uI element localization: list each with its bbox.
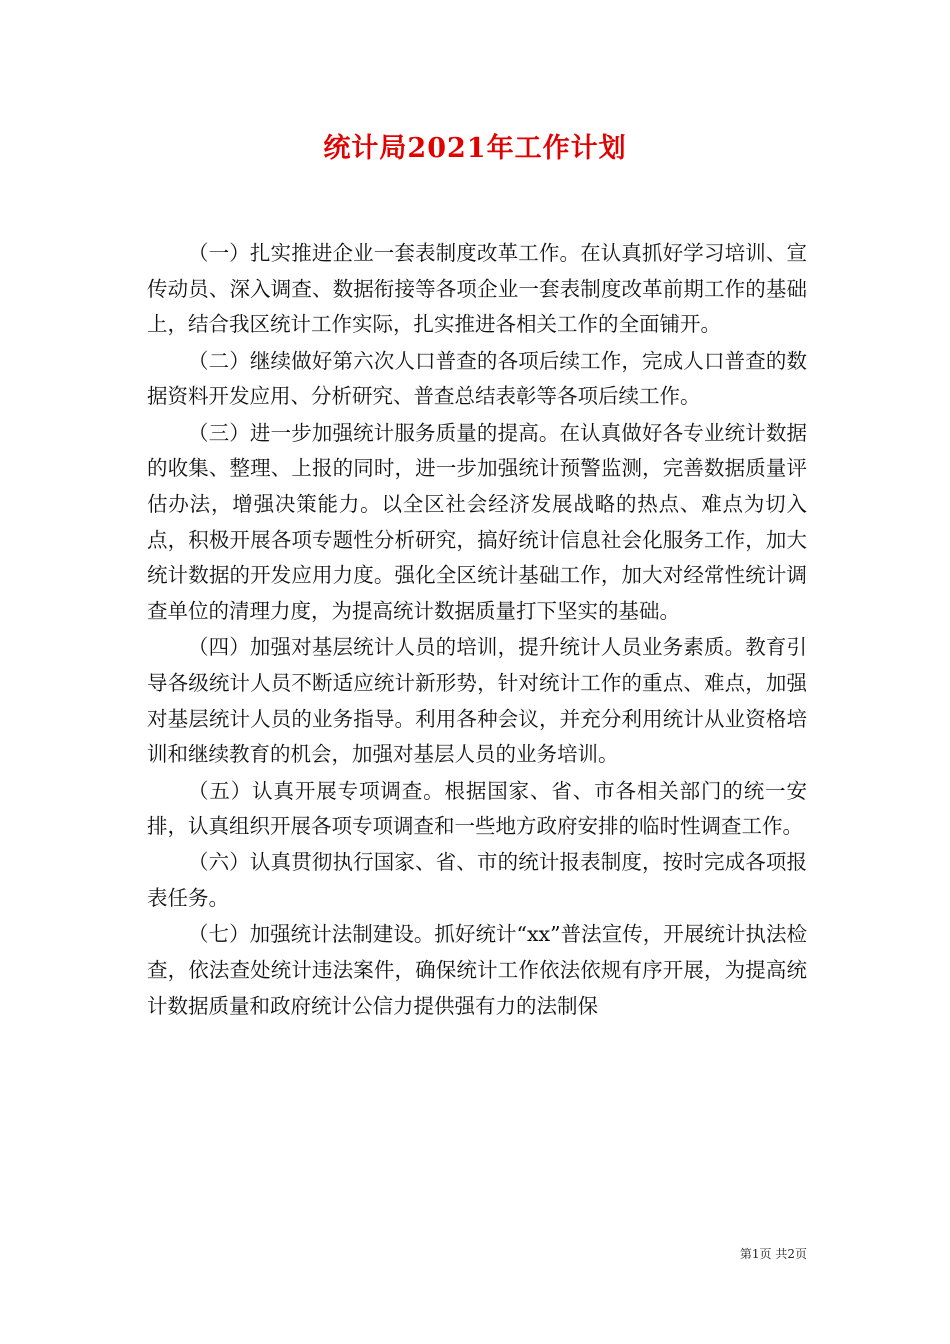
paragraph-1: （一）扎实推进企业一套表制度改革工作。在认真抓好学习培训、宣传动员、深入调查、数据衔接等各项企业一套表制度改革前期工作的基础上，结合我区统计工作实际，扎实推进各相关工作的全面铺开。: [147, 241, 807, 337]
paragraph-7: （七）加强统计法制建设。抓好统计“xx”普法宣传，开展统计执法检查，依法查处统计违法案件，确保统计工作依法依规有序开展，为提高统计数据质量和政府统计公信力提供强有力的法制保: [147, 922, 807, 1018]
page-number-footer: 第1页 共2页: [739, 1247, 807, 1261]
document-body: [147, 236, 807, 1025]
paragraph-3: （三）进一步加强统计服务质量的提高。在认真做好各专业统计数据的收集、整理、上报的同时，进一步加强统计预警监测，完善数据质量评估办法，增强决策能力。以全区社会经济发展战略的热点、难点为切入点，积极开展各项专题性分析研究，搞好统计信息社会化服务工作，加大统计数据的开发应用力度。强化全区统计基础工作，加大对经常性统计调查单位的清理力度，为提高统计数据质量打下坚实的基础。: [147, 420, 807, 624]
paragraph-6: （六）认真贯彻执行国家、省、市的统计报表制度，按时完成各项报表任务。: [147, 850, 807, 911]
paragraph-4: （四）加强对基层统计人员的培训，提升统计人员业务素质。教育引导各级统计人员不断适应统计新形势，针对统计工作的重点、难点，加强对基层统计人员的业务指导。利用各种会议，并充分利用统计从业资格培训和继续教育的机会，加强对基层人员的业务培训。: [147, 635, 807, 767]
paragraph-5: （五）认真开展专项调查。根据国家、省、市各相关部门的统一安排，认真组织开展各项专项调查和一些地方政府安排的临时性调查工作。: [147, 778, 807, 839]
document-title: 统计局2021年工作计划: [323, 133, 627, 164]
paragraph-2: （二）继续做好第六次人口普查的各项后续工作，完成人口普查的数据资料开发应用、分析研究、普查总结表彰等各项后续工作。: [147, 348, 807, 409]
